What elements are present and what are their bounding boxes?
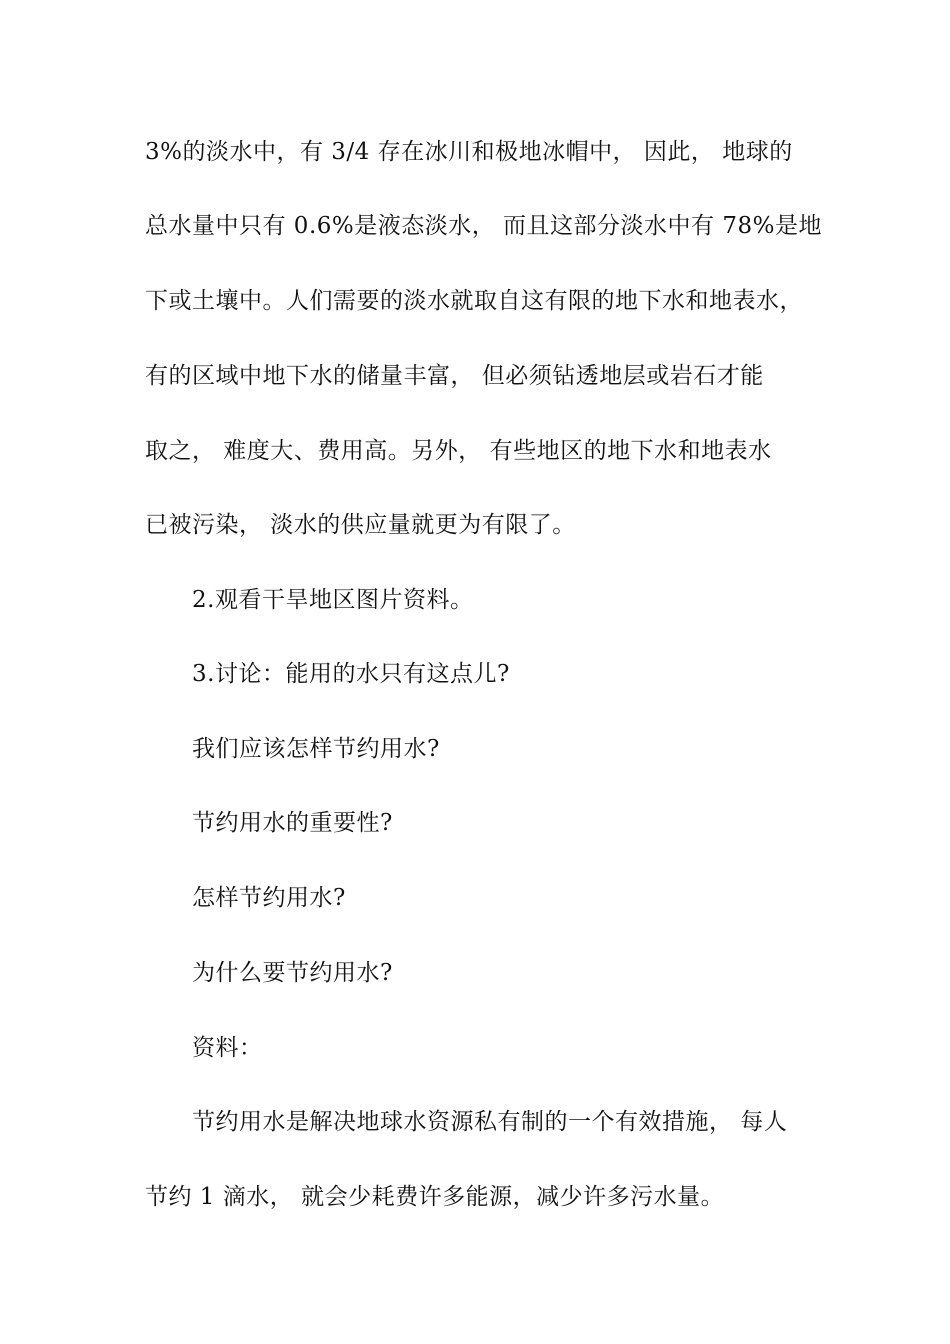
question-3: 怎样节约用水?: [192, 885, 346, 911]
list-item-2: 2.观看干旱地区图片资料。: [192, 587, 474, 613]
paragraph-line-5: 取之， 难度大、费用高。另外， 有些地区的地下水和地表水: [145, 438, 772, 464]
material-line-1: 节约用水是解决地球水资源私有制的一个有效措施， 每人: [192, 1109, 788, 1135]
material-line-2: 节约 1 滴水， 就会少耗费许多能源，减少许多污水量。: [145, 1184, 725, 1210]
list-item-3: 3.讨论：能用的水只有这点儿?: [192, 661, 510, 687]
section-label: 资料：: [192, 1035, 263, 1061]
paragraph-line-3: 下或土壤中。人们需要的淡水就取自这有限的地下水和地表水，: [145, 288, 803, 314]
paragraph-line-6: 已被污染， 淡水的供应量就更为有限了。: [145, 512, 576, 538]
paragraph-line-1: 3%的淡水中，有 3/4 存在冰川和极地冰帽中， 因此， 地球的: [145, 139, 793, 165]
question-2: 节约用水的重要性?: [192, 810, 393, 836]
paragraph-line-2: 总水量中只有 0.6%是液态淡水， 而且这部分淡水中有 78%是地: [145, 213, 822, 239]
question-1: 我们应该怎样节约用水?: [192, 736, 440, 762]
question-4: 为什么要节约用水?: [192, 960, 393, 986]
paragraph-line-4: 有的区域中地下水的储量丰富， 但必须钻透地层或岩石才能: [145, 363, 764, 389]
